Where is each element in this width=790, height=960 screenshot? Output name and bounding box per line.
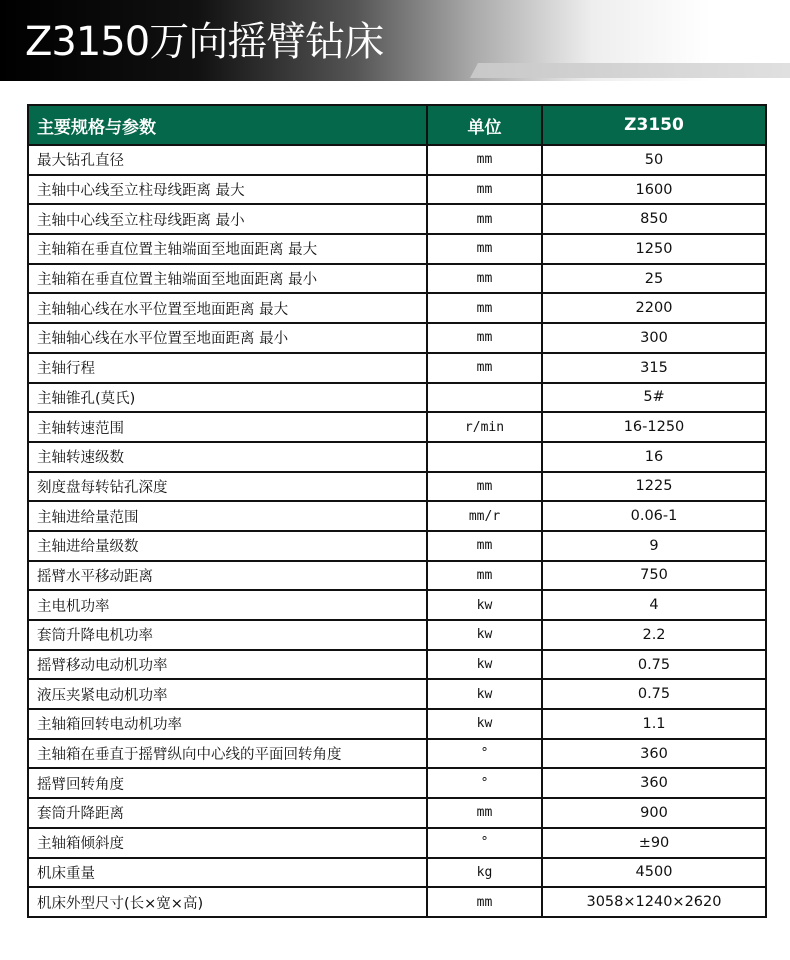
- table-row: [28, 323, 766, 353]
- parameter-cell: 主轴箱倾斜度: [28, 828, 427, 858]
- value-cell: 2200: [542, 293, 766, 323]
- value-cell: 5#: [542, 383, 766, 413]
- page-title: Z3150万向摇臂钻床: [25, 19, 384, 65]
- parameter-cell: 主轴轴心线在水平位置至地面距离 最大: [28, 293, 427, 323]
- value-cell: 1250: [542, 234, 766, 264]
- table-row: [28, 798, 766, 828]
- value-cell: ±90: [542, 828, 766, 858]
- value-cell: 2.2: [542, 620, 766, 650]
- unit-cell: kw: [427, 620, 542, 650]
- parameter-cell: 主轴轴心线在水平位置至地面距离 最小: [28, 323, 427, 353]
- table-row: [28, 739, 766, 769]
- unit-cell: °: [427, 739, 542, 769]
- parameter-cell: 套筒升降电机功率: [28, 620, 427, 650]
- parameter-cell: 主轴箱在垂直位置主轴端面至地面距离 最小: [28, 264, 427, 294]
- value-cell: 1225: [542, 472, 766, 502]
- unit-cell: mm: [427, 293, 542, 323]
- unit-cell: mm: [427, 561, 542, 591]
- parameter-cell: 主轴箱在垂直位置主轴端面至地面距离 最大: [28, 234, 427, 264]
- table-row: [28, 204, 766, 234]
- value-cell: 25: [542, 264, 766, 294]
- header-unit: 单位: [427, 105, 542, 145]
- spec-table: [27, 104, 767, 918]
- value-cell: 16: [542, 442, 766, 472]
- parameter-cell: 主轴中心线至立柱母线距离 最小: [28, 204, 427, 234]
- table-row: [28, 679, 766, 709]
- parameter-cell: 主轴转速范围: [28, 412, 427, 442]
- unit-cell: mm: [427, 887, 542, 917]
- table-row: [28, 858, 766, 888]
- table-row: [28, 531, 766, 561]
- table-row: [28, 590, 766, 620]
- value-cell: 300: [542, 323, 766, 353]
- table-row: [28, 501, 766, 531]
- table-row: [28, 234, 766, 264]
- header-value: Z3150: [542, 105, 766, 145]
- table-row: [28, 650, 766, 680]
- value-cell: 360: [542, 768, 766, 798]
- unit-cell: mm: [427, 204, 542, 234]
- parameter-cell: 主轴进给量级数: [28, 531, 427, 561]
- table-row: [28, 293, 766, 323]
- table-row: [28, 828, 766, 858]
- parameter-cell: 机床外型尺寸(长×宽×高): [28, 887, 427, 917]
- parameter-cell: 套筒升降距离: [28, 798, 427, 828]
- unit-cell: mm: [427, 798, 542, 828]
- table-row: [28, 145, 766, 175]
- unit-cell: mm/r: [427, 501, 542, 531]
- unit-cell: mm: [427, 353, 542, 383]
- unit-cell: kw: [427, 679, 542, 709]
- table-row: [28, 620, 766, 650]
- unit-cell: °: [427, 828, 542, 858]
- parameter-cell: 主轴锥孔(莫氏): [28, 383, 427, 413]
- parameter-cell: 摇臂水平移动距离: [28, 561, 427, 591]
- unit-cell: r/min: [427, 412, 542, 442]
- value-cell: 0.06-1: [542, 501, 766, 531]
- value-cell: 850: [542, 204, 766, 234]
- parameter-cell: 机床重量: [28, 858, 427, 888]
- decorative-stripe: [470, 63, 790, 78]
- value-cell: 360: [542, 739, 766, 769]
- table-row: [28, 175, 766, 205]
- unit-cell: mm: [427, 264, 542, 294]
- value-cell: 50: [542, 145, 766, 175]
- value-cell: 1600: [542, 175, 766, 205]
- parameter-cell: 主轴箱回转电动机功率: [28, 709, 427, 739]
- unit-cell: kg: [427, 858, 542, 888]
- unit-cell: mm: [427, 175, 542, 205]
- parameter-cell: 主电机功率: [28, 590, 427, 620]
- unit-cell: mm: [427, 234, 542, 264]
- unit-cell: kw: [427, 709, 542, 739]
- value-cell: 0.75: [542, 679, 766, 709]
- table-row: [28, 472, 766, 502]
- table-row: [28, 264, 766, 294]
- value-cell: 750: [542, 561, 766, 591]
- table-row: [28, 709, 766, 739]
- unit-cell: mm: [427, 145, 542, 175]
- table-row: [28, 561, 766, 591]
- parameter-cell: 主轴箱在垂直于摇臂纵向中心线的平面回转角度: [28, 739, 427, 769]
- table-row: [28, 353, 766, 383]
- header-parameter: 主要规格与参数: [28, 105, 427, 145]
- table-header: [28, 105, 766, 145]
- table-row: [28, 887, 766, 917]
- unit-cell: kw: [427, 590, 542, 620]
- unit-cell: °: [427, 768, 542, 798]
- value-cell: 315: [542, 353, 766, 383]
- unit-cell: mm: [427, 323, 542, 353]
- parameter-cell: 摇臂回转角度: [28, 768, 427, 798]
- table-row: [28, 768, 766, 798]
- value-cell: 3058×1240×2620: [542, 887, 766, 917]
- parameter-cell: 液压夹紧电动机功率: [28, 679, 427, 709]
- parameter-cell: 主轴转速级数: [28, 442, 427, 472]
- parameter-cell: 刻度盘每转钻孔深度: [28, 472, 427, 502]
- unit-cell: mm: [427, 531, 542, 561]
- parameter-cell: 摇臂移动电动机功率: [28, 650, 427, 680]
- unit-cell: mm: [427, 472, 542, 502]
- value-cell: 9: [542, 531, 766, 561]
- value-cell: 4500: [542, 858, 766, 888]
- parameter-cell: 最大钻孔直径: [28, 145, 427, 175]
- unit-cell: [427, 383, 542, 413]
- table-row: [28, 383, 766, 413]
- value-cell: 1.1: [542, 709, 766, 739]
- table-row: [28, 442, 766, 472]
- parameter-cell: 主轴进给量范围: [28, 501, 427, 531]
- value-cell: 16-1250: [542, 412, 766, 442]
- value-cell: 4: [542, 590, 766, 620]
- table-row: [28, 412, 766, 442]
- value-cell: 900: [542, 798, 766, 828]
- unit-cell: kw: [427, 650, 542, 680]
- unit-cell: [427, 442, 542, 472]
- parameter-cell: 主轴行程: [28, 353, 427, 383]
- value-cell: 0.75: [542, 650, 766, 680]
- parameter-cell: 主轴中心线至立柱母线距离 最大: [28, 175, 427, 205]
